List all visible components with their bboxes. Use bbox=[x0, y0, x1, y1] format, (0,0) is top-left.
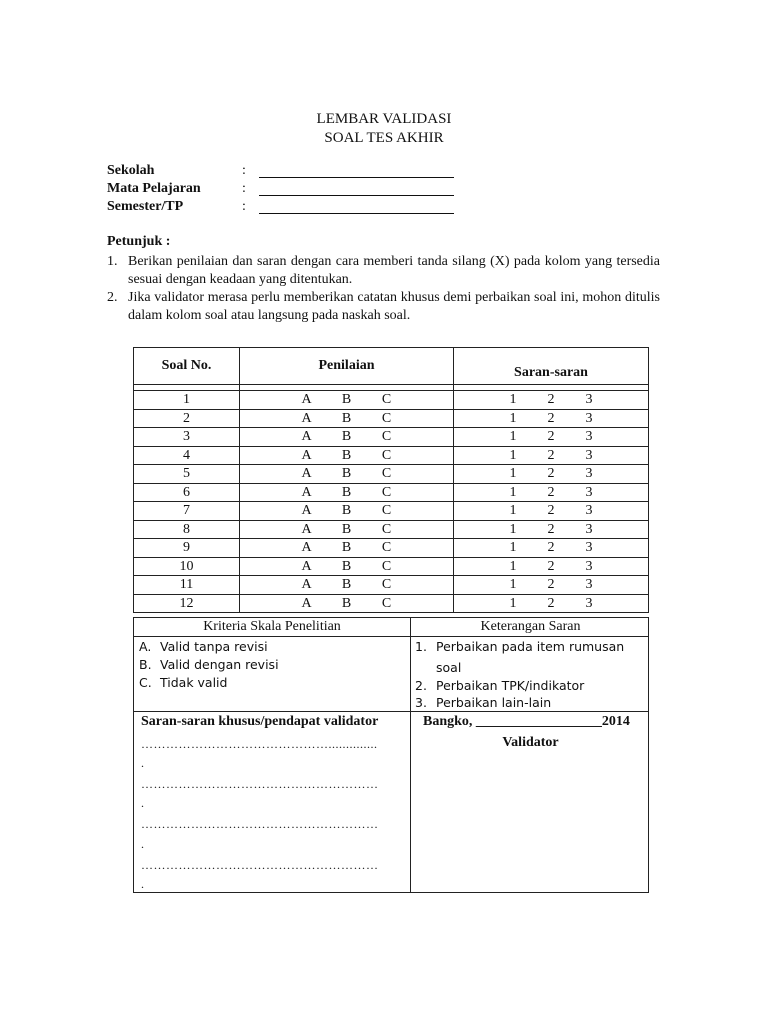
saran-option[interactable]: 1 bbox=[509, 429, 517, 445]
penilaian-cell bbox=[240, 391, 454, 410]
saran-option[interactable]: 2 bbox=[547, 521, 555, 537]
grade-option[interactable]: C bbox=[381, 392, 392, 408]
dotted-line[interactable]: ………………………………………………… bbox=[141, 858, 379, 872]
saran-cell bbox=[454, 576, 649, 595]
saran-option[interactable]: 3 bbox=[585, 429, 593, 445]
grade-option[interactable]: A bbox=[301, 392, 312, 408]
saran-cell bbox=[454, 483, 649, 502]
penilaian-cell bbox=[240, 539, 454, 558]
saran-option[interactable]: 1 bbox=[509, 521, 517, 537]
saran-cell bbox=[454, 446, 649, 465]
grade-option[interactable]: B bbox=[341, 410, 352, 426]
soal-number: 11 bbox=[134, 576, 240, 595]
table-row bbox=[134, 465, 649, 484]
row-divider bbox=[134, 636, 648, 637]
keterangan-text: soal bbox=[436, 660, 462, 675]
field-label: Sekolah bbox=[107, 163, 155, 178]
grade-option[interactable]: A bbox=[301, 429, 312, 445]
soal-number: 7 bbox=[134, 502, 240, 521]
grade-option[interactable]: A bbox=[301, 447, 312, 463]
penilaian-cell bbox=[240, 576, 454, 595]
instruction-item bbox=[107, 289, 660, 325]
kriteria-heading: Kriteria Skala Penelitian bbox=[203, 619, 341, 634]
kriteria-letter: A. bbox=[139, 639, 152, 654]
keterangan-number: 3. bbox=[415, 695, 427, 710]
saran-option[interactable]: 3 bbox=[585, 577, 593, 593]
grade-option[interactable]: B bbox=[341, 392, 352, 408]
saran-option[interactable]: 2 bbox=[547, 429, 555, 445]
saran-cell bbox=[454, 557, 649, 576]
saran-option[interactable]: 2 bbox=[547, 466, 555, 482]
blank-line[interactable] bbox=[259, 213, 454, 214]
saran-option[interactable]: 2 bbox=[547, 447, 555, 463]
penilaian-cell bbox=[240, 502, 454, 521]
grade-option[interactable]: C bbox=[381, 466, 392, 482]
keterangan-number: 1. bbox=[415, 639, 427, 654]
soal-number: 4 bbox=[134, 446, 240, 465]
grade-option[interactable]: A bbox=[301, 540, 312, 556]
soal-number: 10 bbox=[134, 557, 240, 576]
grade-option[interactable]: C bbox=[381, 521, 392, 537]
saran-option[interactable]: 2 bbox=[547, 558, 555, 574]
penilaian-cell bbox=[240, 428, 454, 447]
soal-number: 3 bbox=[134, 428, 240, 447]
validation-table bbox=[133, 347, 649, 613]
table-row bbox=[134, 446, 649, 465]
saran-option[interactable]: 2 bbox=[547, 595, 555, 611]
keterangan-number: 2. bbox=[415, 678, 427, 693]
grade-option[interactable]: A bbox=[301, 503, 312, 519]
grade-option[interactable]: C bbox=[381, 429, 392, 445]
instructions-heading: Petunjuk : bbox=[107, 234, 171, 249]
table-row bbox=[134, 483, 649, 502]
penilaian-cell bbox=[240, 446, 454, 465]
grade-option[interactable]: C bbox=[381, 577, 392, 593]
saran-khusus-heading: Saran-saran khusus/pendapat validator bbox=[141, 714, 379, 729]
header-penilaian: Penilaian bbox=[240, 348, 454, 385]
table-row bbox=[134, 428, 649, 447]
field-label: Mata Pelajaran bbox=[107, 181, 201, 196]
saran-option[interactable]: 1 bbox=[509, 484, 517, 500]
penilaian-cell bbox=[240, 557, 454, 576]
instruction-text: Jika validator merasa perlu memberikan catatan khusus demi perbaikan soal ini, mohon ditulis dalam kolom soal atau langsung pada naskah soal. bbox=[128, 290, 660, 323]
keterangan-heading: Keterangan Saran bbox=[480, 619, 581, 634]
signature-place-date: Bangko, __________________2014 bbox=[423, 714, 630, 729]
kriteria-text: Valid dengan revisi bbox=[160, 657, 279, 672]
saran-option[interactable]: 3 bbox=[585, 540, 593, 556]
instruction-item bbox=[107, 253, 660, 289]
grade-option[interactable]: B bbox=[341, 595, 352, 611]
saran-option[interactable]: 1 bbox=[509, 577, 517, 593]
saran-option[interactable]: 3 bbox=[585, 410, 593, 426]
soal-number: 5 bbox=[134, 465, 240, 484]
saran-cell bbox=[454, 502, 649, 521]
table-row bbox=[134, 520, 649, 539]
soal-number: 12 bbox=[134, 594, 240, 613]
penilaian-cell bbox=[240, 465, 454, 484]
grade-option[interactable]: A bbox=[301, 410, 312, 426]
table-row bbox=[134, 576, 649, 595]
table-row bbox=[134, 391, 649, 410]
saran-option[interactable]: 3 bbox=[585, 392, 593, 408]
saran-cell bbox=[454, 465, 649, 484]
saran-option[interactable]: 2 bbox=[547, 540, 555, 556]
saran-option[interactable]: 3 bbox=[585, 466, 593, 482]
lower-section bbox=[133, 617, 649, 893]
saran-cell bbox=[454, 409, 649, 428]
header-soal-no: Soal No. bbox=[134, 348, 240, 385]
grade-option[interactable]: A bbox=[301, 595, 312, 611]
saran-option[interactable]: 2 bbox=[547, 577, 555, 593]
saran-option[interactable]: 3 bbox=[585, 595, 593, 611]
kriteria-letter: C. bbox=[139, 675, 152, 690]
saran-option[interactable]: 3 bbox=[585, 521, 593, 537]
saran-option[interactable]: 1 bbox=[509, 410, 517, 426]
saran-option[interactable]: 3 bbox=[585, 484, 593, 500]
table-row bbox=[134, 557, 649, 576]
saran-option[interactable]: 1 bbox=[509, 595, 517, 611]
saran-option[interactable]: 3 bbox=[585, 447, 593, 463]
dotted-line-end: . bbox=[141, 877, 144, 891]
saran-cell bbox=[454, 428, 649, 447]
penilaian-cell bbox=[240, 594, 454, 613]
field-colon: : bbox=[242, 163, 246, 178]
grade-option[interactable]: A bbox=[301, 466, 312, 482]
saran-option[interactable]: 3 bbox=[585, 503, 593, 519]
dotted-line[interactable]: ……………………………………….............. bbox=[141, 737, 378, 751]
header-saran: Saran-saran bbox=[454, 348, 649, 385]
saran-option[interactable]: 2 bbox=[547, 392, 555, 408]
soal-number: 2 bbox=[134, 409, 240, 428]
grade-option[interactable]: B bbox=[341, 447, 352, 463]
keterangan-text: Perbaikan pada item rumusan bbox=[436, 639, 625, 654]
grade-option[interactable]: C bbox=[381, 595, 392, 611]
blank-line[interactable] bbox=[259, 195, 454, 196]
grade-option[interactable]: B bbox=[341, 429, 352, 445]
kriteria-text: Valid tanpa revisi bbox=[160, 639, 268, 654]
instruction-number: 1. bbox=[107, 254, 118, 269]
saran-option[interactable]: 1 bbox=[509, 503, 517, 519]
kriteria-text: Tidak valid bbox=[160, 675, 228, 690]
grade-option[interactable]: A bbox=[301, 521, 312, 537]
dotted-line-end: . bbox=[141, 796, 144, 810]
grade-option[interactable]: B bbox=[341, 484, 352, 500]
grade-option[interactable]: B bbox=[341, 558, 352, 574]
grade-option[interactable]: C bbox=[381, 447, 392, 463]
row-divider bbox=[134, 711, 648, 712]
document-title: LEMBAR VALIDASI bbox=[316, 111, 452, 127]
soal-number: 6 bbox=[134, 483, 240, 502]
grade-option[interactable]: B bbox=[341, 521, 352, 537]
grade-option[interactable]: B bbox=[341, 577, 352, 593]
saran-option[interactable]: 2 bbox=[547, 410, 555, 426]
grade-option[interactable]: C bbox=[381, 558, 392, 574]
dotted-line-end: . bbox=[141, 756, 144, 770]
dotted-line-end: . bbox=[141, 837, 144, 851]
grade-option[interactable]: C bbox=[381, 484, 392, 500]
grade-option[interactable]: B bbox=[341, 466, 352, 482]
grade-option[interactable]: B bbox=[341, 540, 352, 556]
grade-option[interactable]: A bbox=[301, 484, 312, 500]
saran-cell bbox=[454, 391, 649, 410]
saran-option[interactable]: 2 bbox=[547, 484, 555, 500]
saran-option[interactable]: 1 bbox=[509, 392, 517, 408]
penilaian-cell bbox=[240, 409, 454, 428]
saran-cell bbox=[454, 539, 649, 558]
table-row bbox=[134, 539, 649, 558]
field-colon: : bbox=[242, 199, 246, 214]
kriteria-letter: B. bbox=[139, 657, 152, 672]
table-row bbox=[134, 502, 649, 521]
blank-line[interactable] bbox=[259, 177, 454, 178]
dotted-line[interactable]: ………………………………………………… bbox=[141, 817, 379, 831]
column-divider bbox=[410, 618, 411, 892]
saran-option[interactable]: 2 bbox=[547, 503, 555, 519]
penilaian-cell bbox=[240, 520, 454, 539]
saran-option[interactable]: 3 bbox=[585, 558, 593, 574]
instruction-number: 2. bbox=[107, 290, 118, 305]
grade-option[interactable]: C bbox=[381, 410, 392, 426]
keterangan-text: Perbaikan TPK/indikator bbox=[436, 678, 585, 693]
dotted-line[interactable]: ………………………………………………… bbox=[141, 777, 379, 791]
grade-option[interactable]: C bbox=[381, 540, 392, 556]
saran-cell bbox=[454, 594, 649, 613]
saran-option[interactable]: 1 bbox=[509, 466, 517, 482]
grade-option[interactable]: A bbox=[301, 558, 312, 574]
saran-option[interactable]: 1 bbox=[509, 558, 517, 574]
field-label: Semester/TP bbox=[107, 199, 184, 214]
table-row bbox=[134, 409, 649, 428]
saran-cell bbox=[454, 520, 649, 539]
grade-option[interactable]: B bbox=[341, 503, 352, 519]
saran-option[interactable]: 1 bbox=[509, 540, 517, 556]
soal-number: 9 bbox=[134, 539, 240, 558]
grade-option[interactable]: A bbox=[301, 577, 312, 593]
grade-option[interactable]: C bbox=[381, 503, 392, 519]
instruction-text: Berikan penilaian dan saran dengan cara memberi tanda silang (X) pada kolom yang tersedia sesuai dengan keadaan yang ditentukan. bbox=[128, 254, 660, 287]
table-row bbox=[134, 594, 649, 613]
signature-role: Validator bbox=[502, 735, 559, 750]
saran-option[interactable]: 1 bbox=[509, 447, 517, 463]
soal-number: 8 bbox=[134, 520, 240, 539]
penilaian-cell bbox=[240, 483, 454, 502]
keterangan-text: Perbaikan lain-lain bbox=[436, 695, 552, 710]
field-colon: : bbox=[242, 181, 246, 196]
soal-number: 1 bbox=[134, 391, 240, 410]
document-subtitle: SOAL TES AKHIR bbox=[324, 130, 444, 146]
